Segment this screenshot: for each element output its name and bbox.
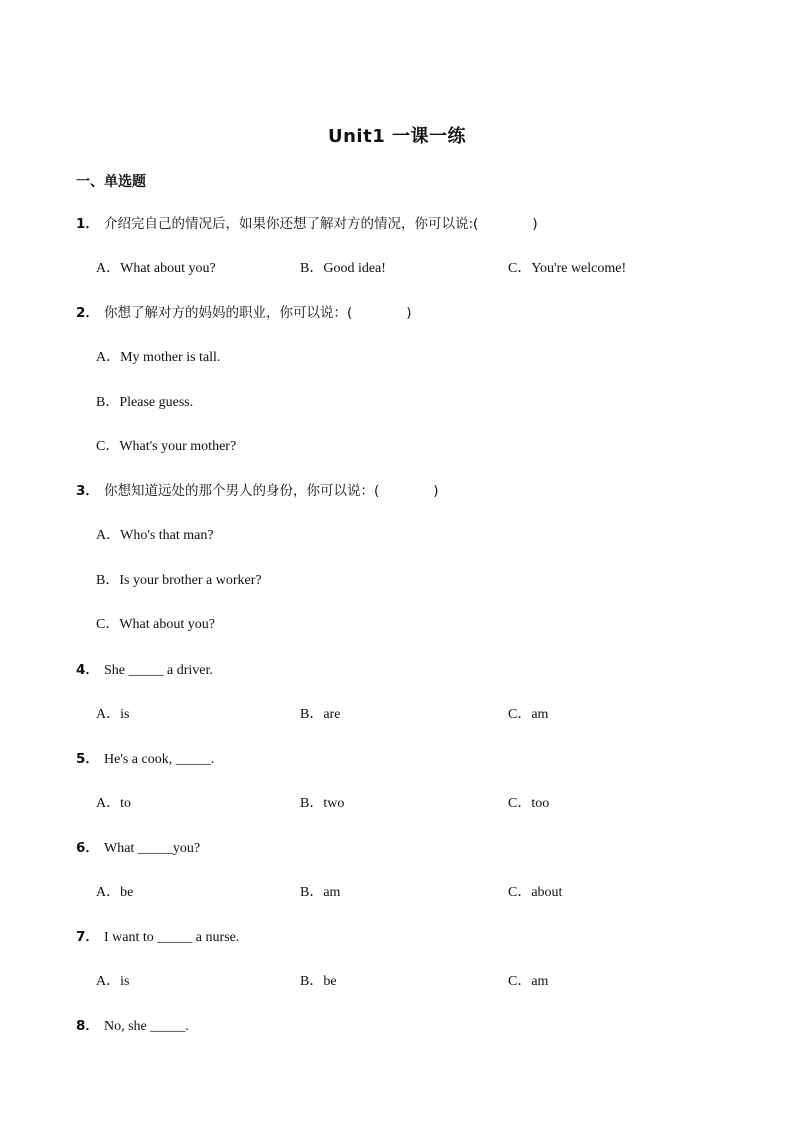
option-b[interactable]: B．Please guess. xyxy=(96,395,194,410)
question-stem: I want to _____ a nurse. xyxy=(104,930,240,945)
question-stem: She _____ a driver. xyxy=(104,663,213,678)
option-a[interactable]: A．My mother is tall. xyxy=(96,350,221,365)
option-a[interactable]: A．What about you? xyxy=(96,261,216,276)
page-title: Unit1 一课一练 xyxy=(328,126,466,147)
option-c[interactable]: C．too xyxy=(508,796,550,811)
question-number: 7． xyxy=(76,929,99,945)
question-stem: 你想了解对方的妈妈的职业，你可以说：( ) xyxy=(104,305,412,321)
option-c[interactable]: C．am xyxy=(508,974,549,989)
option-b[interactable]: B．Is your brother a worker? xyxy=(96,573,262,588)
option-c[interactable]: C．am xyxy=(508,707,549,722)
option-a[interactable]: A．Who's that man? xyxy=(96,528,214,543)
option-c[interactable]: C．What about you? xyxy=(96,617,215,632)
option-c[interactable]: C．You're welcome! xyxy=(508,261,627,276)
option-b[interactable]: B．Good idea! xyxy=(300,261,386,276)
option-c[interactable]: C．about xyxy=(508,885,563,900)
question-number: 3． xyxy=(76,483,99,499)
question-stem: What _____you? xyxy=(104,841,201,856)
option-b[interactable]: B．be xyxy=(300,974,337,989)
question-number: 4． xyxy=(76,662,99,678)
question-number: 1． xyxy=(76,216,99,232)
question-8 xyxy=(76,1014,189,1035)
option-b[interactable]: B．two xyxy=(300,796,345,811)
question-number: 6． xyxy=(76,840,99,856)
question-2 xyxy=(76,301,412,321)
question-number: 8． xyxy=(76,1018,99,1034)
question-4 xyxy=(76,658,213,679)
option-b[interactable]: B．are xyxy=(300,707,341,722)
question-1 xyxy=(76,212,538,232)
question-5 xyxy=(76,747,214,768)
question-stem: No, she _____. xyxy=(104,1019,189,1034)
option-b[interactable]: B．am xyxy=(300,885,341,900)
option-a[interactable]: A．is xyxy=(96,707,130,722)
question-stem: 介绍完自己的情况后，如果你还想了解对方的情况，你可以说:( ) xyxy=(104,216,538,232)
option-a[interactable]: A．to xyxy=(96,796,131,811)
question-3 xyxy=(76,479,439,499)
question-7 xyxy=(76,925,239,946)
question-stem: 你想知道远处的那个男人的身份，你可以说：( ) xyxy=(104,483,439,499)
option-a[interactable]: A．be xyxy=(96,885,134,900)
question-number: 5． xyxy=(76,751,99,767)
question-6 xyxy=(76,836,200,857)
option-a[interactable]: A．is xyxy=(96,974,130,989)
question-number: 2． xyxy=(76,305,99,321)
option-c[interactable]: C．What's your mother? xyxy=(96,439,237,454)
question-stem: He's a cook, _____. xyxy=(104,752,215,767)
section-title: 一、单选题 xyxy=(76,174,146,190)
